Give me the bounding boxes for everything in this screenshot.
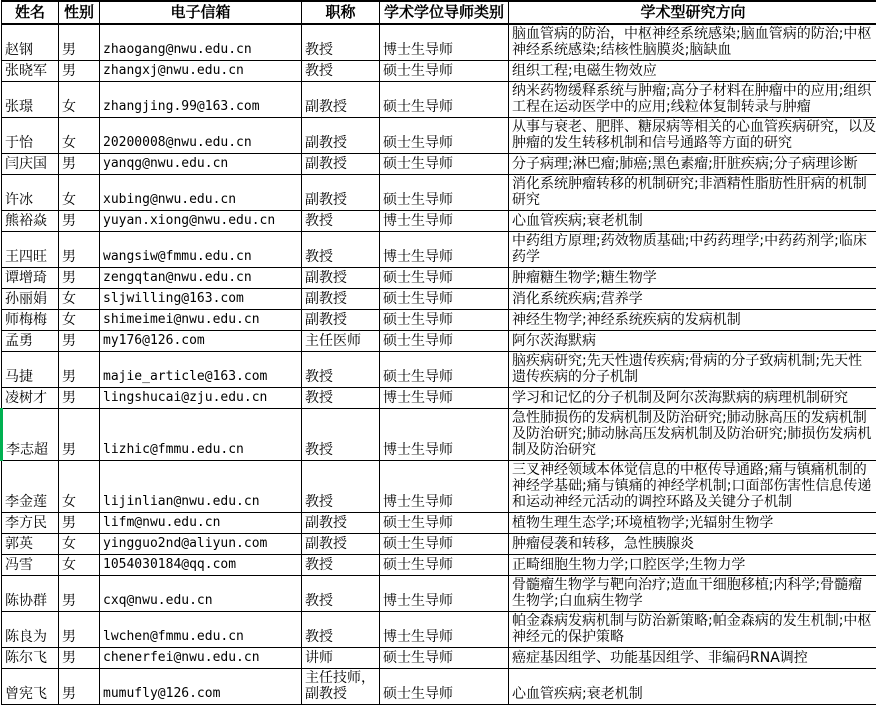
cell-title[interactable]: 教授 bbox=[302, 24, 380, 61]
cell-name[interactable]: 于怡 bbox=[2, 118, 59, 154]
cell-email[interactable]: lifm@nwu.edu.cn bbox=[100, 513, 302, 534]
table-row bbox=[2, 555, 876, 576]
cell-research-direction[interactable]: 神经生物学;神经系统疾病的发病机制 bbox=[509, 310, 876, 331]
cell-supervisor-type[interactable]: 硕士生导师 bbox=[380, 175, 509, 211]
cell-email[interactable]: yuyan.xiong@nwu.edu.cn bbox=[100, 211, 302, 232]
cell-research-direction[interactable]: 中药组方原理;药效物质基础;中药药理学;中药药剂学;临床药学 bbox=[509, 232, 876, 268]
cell-research-direction[interactable]: 骨髓瘤生物学与靶向治疗;造血干细胞移植;内科学;骨髓瘤生物学;白血病生物学 bbox=[509, 576, 876, 612]
cell-supervisor-type[interactable]: 硕士生导师 bbox=[380, 513, 509, 534]
table-row bbox=[2, 175, 876, 211]
cell-supervisor-type[interactable]: 硕士生导师 bbox=[380, 310, 509, 331]
cell-research-direction[interactable]: 从事与衰老、肥胖、糖尿病等相关的心血管疾病研究，以及肿瘤的发生转移机制和信号通路等方面的研究 bbox=[509, 118, 876, 154]
cell-name[interactable]: 熊裕焱 bbox=[2, 211, 59, 232]
table-row bbox=[2, 82, 876, 118]
table-row bbox=[2, 331, 876, 352]
cell-gender[interactable]: 女 bbox=[59, 534, 100, 555]
cell-email[interactable]: 20200008@nwu.edu.cn bbox=[100, 118, 302, 154]
cell-name[interactable]: 陈尔飞 bbox=[2, 648, 59, 669]
cell-name[interactable]: 陈良为 bbox=[2, 612, 59, 648]
cell-supervisor-type[interactable]: 硕士生导师 bbox=[380, 154, 509, 175]
cell-gender[interactable]: 男 bbox=[59, 352, 100, 388]
cell-supervisor-type[interactable]: 博士生导师 bbox=[380, 461, 509, 513]
table-row bbox=[2, 268, 876, 289]
cell-supervisor-type[interactable]: 博士生导师 bbox=[380, 211, 509, 232]
cell-research-direction[interactable]: 组织工程;电磁生物效应 bbox=[509, 61, 876, 82]
cell-gender[interactable]: 女 bbox=[59, 289, 100, 310]
cell-gender[interactable]: 女 bbox=[59, 461, 100, 513]
table-row bbox=[2, 232, 876, 268]
cell-email[interactable]: sljwilling@163.com bbox=[100, 289, 302, 310]
cell-name[interactable]: 谭增琦 bbox=[2, 268, 59, 289]
cell-name-marked[interactable]: 李志超 bbox=[2, 409, 59, 461]
cell-research-direction[interactable]: 脑血管病的防治，中枢神经系统感染;脑血管病的防治;中枢神经系统感染;结核性脑膜炎;脑缺血 bbox=[509, 24, 876, 61]
cell-title[interactable]: 教授 bbox=[302, 61, 380, 82]
cell-gender[interactable]: 男 bbox=[59, 24, 100, 61]
cell-title[interactable]: 教授 bbox=[302, 612, 380, 648]
table-row bbox=[2, 388, 876, 409]
cell-email[interactable]: zhangjing.99@163.com bbox=[100, 82, 302, 118]
cell-name[interactable]: 马捷 bbox=[2, 352, 59, 388]
cell-gender[interactable]: 男 bbox=[59, 211, 100, 232]
cell-supervisor-type[interactable]: 博士生导师 bbox=[380, 576, 509, 612]
column-header-research-direction[interactable]: 学术型研究方向 bbox=[509, 1, 876, 24]
cell-email[interactable]: lingshucai@zju.edu.cn bbox=[100, 388, 302, 409]
table-row bbox=[2, 461, 876, 513]
cell-title[interactable]: 副教授 bbox=[302, 513, 380, 534]
cell-title[interactable]: 副教授 bbox=[302, 175, 380, 211]
cell-title[interactable]: 副教授 bbox=[302, 268, 380, 289]
cell-research-direction[interactable]: 癌症基因组学、功能基因组学、非编码RNA调控 bbox=[509, 648, 876, 669]
cell-supervisor-type[interactable]: 硕士生导师 bbox=[380, 268, 509, 289]
cell-gender[interactable]: 男 bbox=[59, 154, 100, 175]
cell-research-direction[interactable]: 帕金森病发病机制与防治新策略;帕金森病的发生机制;中枢神经元的保护策略 bbox=[509, 612, 876, 648]
table-row bbox=[2, 534, 876, 555]
cell-title[interactable]: 副教授 bbox=[302, 289, 380, 310]
cell-supervisor-type[interactable]: 硕士生导师 bbox=[380, 82, 509, 118]
cell-name[interactable]: 王四旺 bbox=[2, 232, 59, 268]
cell-supervisor-type[interactable]: 博士生导师 bbox=[380, 388, 509, 409]
table-row bbox=[2, 576, 876, 612]
cell-title[interactable]: 教授 bbox=[302, 409, 380, 461]
cell-email[interactable]: wangsiw@fmmu.edu.cn bbox=[100, 232, 302, 268]
cell-research-direction[interactable]: 肿瘤糖生物学;糖生物学 bbox=[509, 268, 876, 289]
cell-name[interactable]: 李方民 bbox=[2, 513, 59, 534]
cell-title[interactable]: 副教授 bbox=[302, 154, 380, 175]
table-row bbox=[2, 612, 876, 648]
cell-name[interactable]: 张晓军 bbox=[2, 61, 59, 82]
cell-research-direction[interactable]: 植物生理生态学;环境植物学;光辐射生物学 bbox=[509, 513, 876, 534]
table-row bbox=[2, 669, 876, 705]
cell-research-direction[interactable]: 心血管疾病;衰老机制 bbox=[509, 669, 876, 705]
cell-research-direction[interactable]: 纳米药物缓释系统与肿瘤;高分子材料在肿瘤中的应用;组织工程在运动医学中的应用;线粒体复制转录与肿瘤 bbox=[509, 82, 876, 118]
cell-email[interactable]: majie_article@163.com bbox=[100, 352, 302, 388]
cell-gender[interactable]: 男 bbox=[59, 232, 100, 268]
cell-title[interactable]: 教授 bbox=[302, 388, 380, 409]
cell-name[interactable]: 李金莲 bbox=[2, 461, 59, 513]
cell-research-direction[interactable]: 肿瘤侵袭和转移，急性胰腺炎 bbox=[509, 534, 876, 555]
table-header-row bbox=[2, 1, 876, 24]
cell-gender[interactable]: 男 bbox=[59, 331, 100, 352]
table-row bbox=[2, 118, 876, 154]
cell-supervisor-type[interactable]: 博士生导师 bbox=[380, 612, 509, 648]
cell-name[interactable]: 赵钢 bbox=[2, 24, 59, 61]
cell-supervisor-type[interactable]: 硕士生导师 bbox=[380, 352, 509, 388]
column-header-name[interactable]: 姓名 bbox=[2, 1, 59, 24]
cell-email[interactable]: lijinlian@nwu.edu.cn bbox=[100, 461, 302, 513]
cell-research-direction[interactable]: 三叉神经领域本体觉信息的中枢传导通路;痛与镇痛机制的神经学基础;痛与镇痛的神经学机制;口面部伤害性信息传递和运动神经元活动的调控环路及关键分子机制 bbox=[509, 461, 876, 513]
cell-gender[interactable]: 女 bbox=[59, 555, 100, 576]
cell-gender[interactable]: 男 bbox=[59, 61, 100, 82]
cell-research-direction[interactable]: 消化系统疾病;营养学 bbox=[509, 289, 876, 310]
cell-name[interactable]: 孟勇 bbox=[2, 331, 59, 352]
table-row bbox=[2, 61, 876, 82]
cell-name[interactable]: 张璟 bbox=[2, 82, 59, 118]
cell-name[interactable]: 凌树才 bbox=[2, 388, 59, 409]
cell-title[interactable]: 副教授 bbox=[302, 534, 380, 555]
cell-gender[interactable]: 男 bbox=[59, 648, 100, 669]
table-row bbox=[2, 211, 876, 232]
cell-name[interactable]: 曾宪飞 bbox=[2, 669, 59, 705]
cell-research-direction[interactable]: 脑疾病研究;先天性遗传疾病;骨病的分子致病机制;先天性遗传疾病的分子机制 bbox=[509, 352, 876, 388]
cell-title[interactable]: 教授 bbox=[302, 352, 380, 388]
cell-title[interactable]: 副教授 bbox=[302, 118, 380, 154]
cell-gender[interactable]: 男 bbox=[59, 388, 100, 409]
cell-supervisor-type[interactable]: 硕士生导师 bbox=[380, 331, 509, 352]
table-row bbox=[2, 352, 876, 388]
cell-name[interactable]: 郭英 bbox=[2, 534, 59, 555]
cell-email[interactable]: zengqtan@nwu.edu.cn bbox=[100, 268, 302, 289]
cell-research-direction[interactable]: 阿尔茨海默病 bbox=[509, 331, 876, 352]
table-row bbox=[2, 289, 876, 310]
cell-gender[interactable]: 男 bbox=[59, 409, 100, 461]
cell-gender[interactable]: 男 bbox=[59, 576, 100, 612]
cell-gender[interactable]: 女 bbox=[59, 118, 100, 154]
cell-name[interactable]: 冯雪 bbox=[2, 555, 59, 576]
cell-gender[interactable]: 男 bbox=[59, 612, 100, 648]
cell-gender[interactable]: 男 bbox=[59, 513, 100, 534]
cell-email[interactable]: yingguo2nd@aliyun.com bbox=[100, 534, 302, 555]
table-row bbox=[2, 154, 876, 175]
cell-email[interactable]: lizhic@fmmu.edu.cn bbox=[100, 409, 302, 461]
cell-email[interactable]: cxq@nwu.edu.cn bbox=[100, 576, 302, 612]
cell-supervisor-type[interactable]: 硕士生导师 bbox=[380, 648, 509, 669]
cell-gender[interactable]: 女 bbox=[59, 175, 100, 211]
cell-title[interactable]: 教授 bbox=[302, 576, 380, 612]
cell-name[interactable]: 闫庆国 bbox=[2, 154, 59, 175]
table-row bbox=[2, 409, 876, 461]
cell-supervisor-type[interactable]: 博士生导师 bbox=[380, 409, 509, 461]
cell-email[interactable]: 1054030184@qq.com bbox=[100, 555, 302, 576]
column-header-gender[interactable]: 性别 bbox=[59, 1, 100, 24]
table-row bbox=[2, 310, 876, 331]
cell-email[interactable]: mumufly@126.com bbox=[100, 669, 302, 705]
cell-email[interactable]: shimeimei@nwu.edu.cn bbox=[100, 310, 302, 331]
column-header-email[interactable]: 电子信箱 bbox=[100, 1, 302, 24]
cell-gender[interactable]: 女 bbox=[59, 310, 100, 331]
cell-title[interactable]: 教授 bbox=[302, 232, 380, 268]
table-row bbox=[2, 513, 876, 534]
cell-supervisor-type[interactable]: 博士生导师 bbox=[380, 24, 509, 61]
cell-research-direction[interactable]: 正畸细胞生物力学;口腔医学;生物力学 bbox=[509, 555, 876, 576]
cell-email[interactable]: zhaogang@nwu.edu.cn bbox=[100, 24, 302, 61]
cell-supervisor-type[interactable]: 硕士生导师 bbox=[380, 555, 509, 576]
cell-title[interactable]: 副教授 bbox=[302, 310, 380, 331]
cell-email[interactable]: chenerfei@nwu.edu.cn bbox=[100, 648, 302, 669]
cell-title[interactable]: 副教授 bbox=[302, 82, 380, 118]
cell-supervisor-type[interactable]: 硕士生导师 bbox=[380, 61, 509, 82]
cell-gender[interactable]: 男 bbox=[59, 669, 100, 705]
cell-email[interactable]: lwchen@fmmu.edu.cn bbox=[100, 612, 302, 648]
cell-supervisor-type[interactable]: 硕士生导师 bbox=[380, 118, 509, 154]
cell-gender[interactable]: 男 bbox=[59, 268, 100, 289]
table-body bbox=[2, 24, 876, 705]
cell-supervisor-type[interactable]: 硕士生导师 bbox=[380, 289, 509, 310]
cell-research-direction[interactable]: 急性肺损伤的发病机制及防治研究;肺动脉高压的发病机制及防治研究;肺动脉高压发病机制及防治研究;肺损伤发病机制及防治研究 bbox=[509, 409, 876, 461]
table-row bbox=[2, 648, 876, 669]
cell-research-direction[interactable]: 分子病理;淋巴瘤;肺癌;黑色素瘤;肝脏疾病;分子病理诊断 bbox=[509, 154, 876, 175]
cell-name[interactable]: 许冰 bbox=[2, 175, 59, 211]
cell-gender[interactable]: 女 bbox=[59, 82, 100, 118]
cell-email[interactable]: yanqg@nwu.edu.cn bbox=[100, 154, 302, 175]
column-header-title[interactable]: 职称 bbox=[302, 1, 380, 24]
cell-name[interactable]: 陈协群 bbox=[2, 576, 59, 612]
cell-title[interactable]: 教授 bbox=[302, 211, 380, 232]
column-header-supervisor-type[interactable]: 学术学位导师类别 bbox=[380, 1, 509, 24]
cell-title[interactable]: 教授 bbox=[302, 461, 380, 513]
cell-supervisor-type[interactable]: 博士生导师 bbox=[380, 232, 509, 268]
cell-research-direction[interactable]: 消化系统肿瘤转移的机制研究;非酒精性脂肪性肝病的机制研究 bbox=[509, 175, 876, 211]
cell-email[interactable]: my176@126.com bbox=[100, 331, 302, 352]
cell-research-direction[interactable]: 心血管疾病;衰老机制 bbox=[509, 211, 876, 232]
cell-supervisor-type[interactable]: 硕士生导师 bbox=[380, 534, 509, 555]
cell-title[interactable]: 教授 bbox=[302, 555, 380, 576]
cell-supervisor-type[interactable]: 硕士生导师 bbox=[380, 669, 509, 705]
cell-research-direction[interactable]: 学习和记忆的分子机制及阿尔茨海默病的病理机制研究 bbox=[509, 388, 876, 409]
cell-name[interactable]: 师梅梅 bbox=[2, 310, 59, 331]
cell-title[interactable]: 讲师 bbox=[302, 648, 380, 669]
cell-email[interactable]: zhangxj@nwu.edu.cn bbox=[100, 61, 302, 82]
cell-title[interactable]: 主任医师 bbox=[302, 331, 380, 352]
cell-email[interactable]: xubing@nwu.edu.cn bbox=[100, 175, 302, 211]
cell-title[interactable]: 主任技师，副教授 bbox=[302, 669, 380, 705]
table-row bbox=[2, 24, 876, 61]
cell-name[interactable]: 孙丽娟 bbox=[2, 289, 59, 310]
